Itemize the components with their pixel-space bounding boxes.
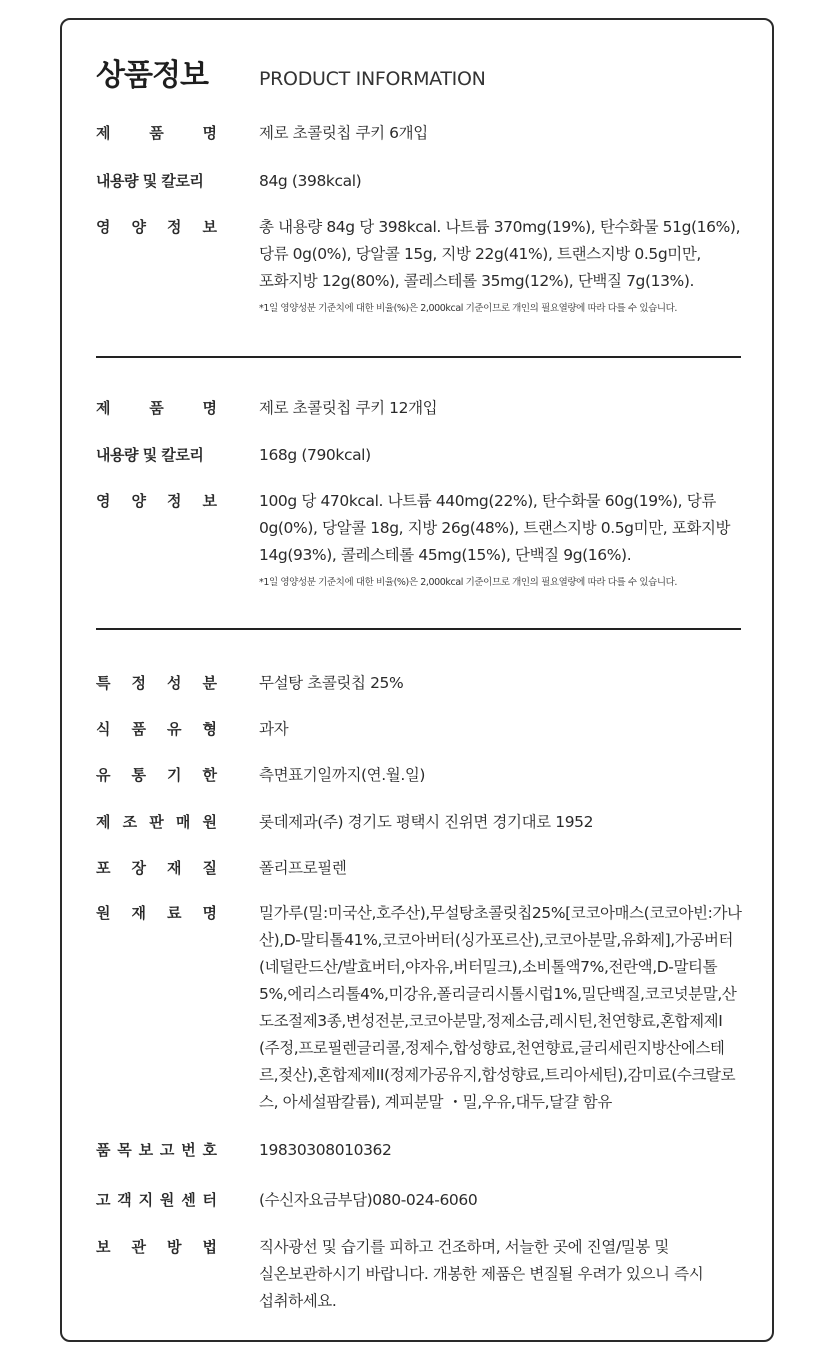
- detail-row-packaging: [96, 855, 742, 882]
- content-row-6: [96, 168, 742, 195]
- header: [96, 50, 486, 94]
- detail-label: 품 목 보 고 번 호: [96, 1141, 217, 1159]
- product-name-row-12: [96, 395, 742, 422]
- nutrition-label: 영 양 정 보: [96, 492, 217, 510]
- nutrition-row-6: [96, 214, 742, 317]
- content-row-12: [96, 442, 742, 469]
- detail-value: 과자: [259, 720, 289, 738]
- nutrition-text: 총 내용량 84g 당 398kcal. 나트륨 370mg(19%), 탄수화물 51g(16%), 당류 0g(0%), 당알콜 15g, 지방 22g(41%), 트랜스지방 0.5g미만, 포화지방 12g(80%), 콜레스테롤 35mg(12%), 단백질 7g(13%).: [259, 218, 741, 290]
- detail-value: 측면표기일까지(연.월.일): [259, 766, 426, 784]
- detail-label: 특 정 성 분: [96, 674, 217, 692]
- detail-row-food-type: [96, 716, 742, 743]
- nutrition-row-12: [96, 488, 742, 591]
- detail-label: 유 통 기 한: [96, 766, 217, 784]
- detail-label: 제 조 판 매 원: [96, 813, 217, 831]
- detail-value: 롯데제과(주) 경기도 평택시 진위면 경기대로 1952: [259, 813, 594, 831]
- detail-label: 보 관 방 법: [96, 1238, 217, 1256]
- detail-value: 19830308010362: [259, 1141, 392, 1159]
- detail-value: (수신자요금부담)080-024-6060: [259, 1191, 478, 1209]
- content-label: 내용량 및 칼로리: [96, 172, 204, 190]
- product-info-card: [60, 18, 774, 1342]
- product-name-label: 제 품 명: [96, 399, 217, 417]
- content-value: 84g (398kcal): [259, 172, 362, 190]
- page-subtitle: PRODUCT INFORMATION: [259, 68, 486, 90]
- detail-value: 직사광선 및 습기를 피하고 건조하며, 서늘한 곳에 진열/밀봉 및 실온보관하시기 바랍니다. 개봉한 제품은 변질될 우려가 있으니 즉시 섭취하세요.: [259, 1238, 704, 1310]
- nutrition-text: 100g 당 470kcal. 나트륨 440mg(22%), 탄수화물 60g(19%), 당류 0g(0%), 당알콜 18g, 지방 26g(48%), 트랜스지방 0.5g미만, 포화지방 14g(93%), 콜레스테롤 45mg(15%), 단백질 9g(16%).: [259, 492, 731, 564]
- nutrition-value: [259, 488, 742, 591]
- divider: [96, 356, 741, 358]
- detail-value: 무설탕 초콜릿칩 25%: [259, 674, 404, 692]
- product-name-row-6: [96, 120, 742, 147]
- detail-label: 식 품 유 형: [96, 720, 217, 738]
- nutrition-label: 영 양 정 보: [96, 218, 217, 236]
- product-name-value: 제로 초콜릿칩 쿠키 12개입: [259, 399, 438, 417]
- content-value: 168g (790kcal): [259, 446, 371, 464]
- detail-label: 원 재 료 명: [96, 904, 217, 922]
- detail-label: 포 장 재 질: [96, 859, 217, 877]
- detail-row-expiry: [96, 762, 742, 789]
- content-label: 내용량 및 칼로리: [96, 446, 204, 464]
- divider: [96, 628, 741, 630]
- detail-label: 고 객 지 원 센 터: [96, 1191, 217, 1209]
- detail-row-customer-center: [96, 1187, 742, 1214]
- product-name-label: 제 품 명: [96, 124, 217, 142]
- product-name-value: 제로 초콜릿칩 쿠키 6개입: [259, 124, 428, 142]
- detail-row-manufacturer: [96, 809, 742, 836]
- detail-row-report-number: [96, 1137, 742, 1164]
- nutrition-note: *1일 영양성분 기준치에 대한 비율(%)은 2,000kcal 기준이므로 개인의 필요열량에 따라 다를 수 있습니다.: [259, 577, 678, 588]
- detail-row-storage: [96, 1234, 742, 1315]
- nutrition-note: *1일 영양성분 기준치에 대한 비율(%)은 2,000kcal 기준이므로 개인의 필요열량에 따라 다를 수 있습니다.: [259, 303, 678, 314]
- detail-value: 폴리프로필렌: [259, 859, 347, 877]
- page-title: 상품정보: [96, 58, 208, 93]
- detail-row-special-ingredient: [96, 670, 742, 697]
- nutrition-value: [259, 214, 742, 317]
- detail-value: 밀가루(밀:미국산,호주산),무설탕초콜릿칩25%[코코아매스(코코아빈:가나산),D-말티톨41%,코코아버터(싱가포르산),코코아분말,유화제],가공버터(네덜란드산/발효버터,야자유,버터밀크),소비톨액7%,전란액,D-말티톨5%,에리스리톨4%,미강유,폴리글리시톨시럽1%,밀단백질,코코넛분말,산도조절제3종,변성전분,코코아분말,정제소금,레시틴,천연향료,혼합제제I(주정,프로필렌글리콜,정제수,합성향료,천연향료,글리세린지방산에스테르,젖산),혼합제제II(정제가공유지,합성향료,트리아세틴),감미료(수크랄로스, 아세설팜칼륨), 계피분말 ・밀,우유,대두,달걀 함유: [259, 904, 742, 1111]
- detail-row-ingredients: [96, 900, 742, 1116]
